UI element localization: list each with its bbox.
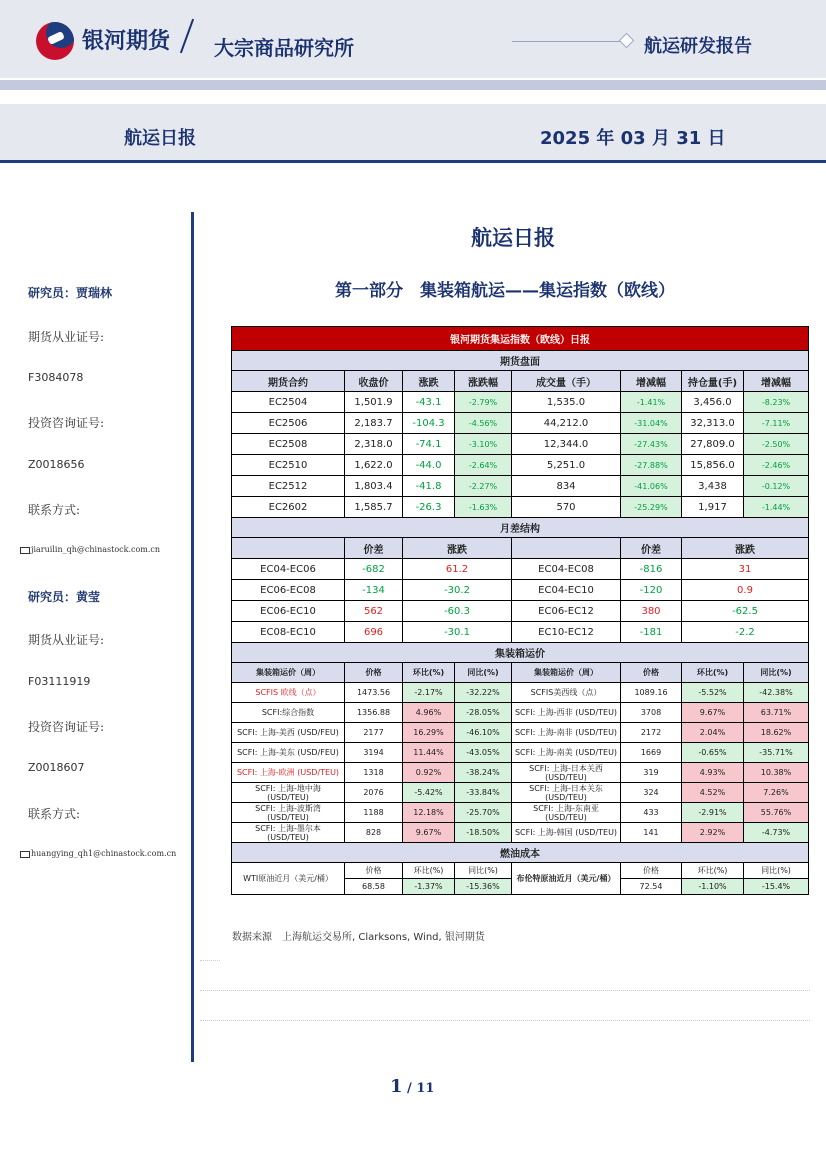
table-cell: 2.04% <box>682 723 744 743</box>
mail-icon <box>20 851 30 858</box>
spread-cell: EC04-EC10 <box>512 580 621 601</box>
column-header: 涨跌 <box>403 538 512 559</box>
table-cell: 319 <box>621 763 682 783</box>
table-cell: -2.64% <box>455 455 512 476</box>
column-header: 同比(%) <box>455 863 512 879</box>
index-name-cell: SCFI: 上海-美东 (USD/FEU) <box>232 743 345 763</box>
table-cell: -60.3 <box>403 601 512 622</box>
table-cell: 2.92% <box>682 823 744 843</box>
table-cell: 12,344.0 <box>512 434 621 455</box>
table-cell: 1,585.7 <box>345 497 403 518</box>
index-name-cell: SCFI: 上海-南美 (USD/TEU) <box>512 743 621 763</box>
column-header: 涨跌 <box>403 371 455 392</box>
r2-license-label: 期货从业证号: <box>28 633 105 647</box>
header-line <box>512 41 622 42</box>
index-name-cell: SCFI: 上海-墨尔本 (USD/TEU) <box>232 823 345 843</box>
table-cell: -1.37% <box>403 879 455 895</box>
column-header: 环比(%) <box>682 663 744 683</box>
table-cell: 0.92% <box>403 763 455 783</box>
column-header: 价格 <box>345 863 403 879</box>
table-cell: -4.73% <box>744 823 809 843</box>
table-cell: 570 <box>512 497 621 518</box>
table-cell: 4.52% <box>682 783 744 803</box>
index-name-cell: SCFI:综合指数 <box>232 703 345 723</box>
table-row <box>232 763 809 783</box>
column-header: 环比(%) <box>403 663 455 683</box>
divider-dots <box>200 1020 810 1021</box>
table-cell: -5.42% <box>403 783 455 803</box>
report-date: 2025 年 03 月 31 日 <box>540 128 726 149</box>
header-row <box>232 538 809 559</box>
sidebar-divider <box>191 212 194 1062</box>
table-cell: 696 <box>345 622 403 643</box>
table-cell: -1.44% <box>744 497 809 518</box>
header-divider <box>180 19 194 54</box>
table-row <box>232 497 809 518</box>
index-name-cell: SCFIS美西线（点） <box>512 683 621 703</box>
table-cell: 1,501.9 <box>345 392 403 413</box>
spread-cell: EC04-EC06 <box>232 559 345 580</box>
column-header: 增减幅 <box>744 371 809 392</box>
column-header: 增减幅 <box>621 371 682 392</box>
spread-cell: EC06-EC08 <box>232 580 345 601</box>
table-cell: -1.41% <box>621 392 682 413</box>
table-cell: 16.29% <box>403 723 455 743</box>
table-cell: 1,622.0 <box>345 455 403 476</box>
spread-cell: EC06-EC10 <box>232 601 345 622</box>
r1-contact-label: 联系方式: <box>28 503 81 517</box>
header-row <box>232 371 809 392</box>
table-cell: -7.11% <box>744 413 809 434</box>
table-cell: -27.43% <box>621 434 682 455</box>
fuel-label: 布伦特原油近月（美元/桶） <box>512 863 621 895</box>
table-cell: -2.2 <box>682 622 809 643</box>
spread-cell: EC04-EC08 <box>512 559 621 580</box>
header-row <box>232 863 809 879</box>
table-title: 银河期货集运指数（欧线）日报 <box>232 327 809 351</box>
contract-cell: EC2504 <box>232 392 345 413</box>
column-header: 收盘价 <box>345 371 403 392</box>
table-cell: -35.71% <box>744 743 809 763</box>
table-cell: 15,856.0 <box>682 455 744 476</box>
table-cell: -30.2 <box>403 580 512 601</box>
page-separator: / <box>402 1081 417 1096</box>
fuel-label: WTI原油近月（美元/桶） <box>232 863 345 895</box>
column-header: 持仓量(手) <box>682 371 744 392</box>
table-cell: 9.67% <box>682 703 744 723</box>
data-source: 数据来源 上海航运交易所, Clarksons, Wind, 银河期货 <box>232 932 485 943</box>
table-cell: 5,251.0 <box>512 455 621 476</box>
table-cell: -1.10% <box>682 879 744 895</box>
table-title-row <box>232 327 809 351</box>
brand-name: 银河期货 <box>82 29 171 54</box>
contract-cell: EC2510 <box>232 455 345 476</box>
table-cell: -43.1 <box>403 392 455 413</box>
column-header: 同比(%) <box>744 863 809 879</box>
index-name-cell: SCFI: 上海-日本关西 (USD/TEU) <box>512 763 621 783</box>
column-header: 价格 <box>345 663 403 683</box>
index-name-cell: SCFI: 上海-韩国 (USD/TEU) <box>512 823 621 843</box>
column-header: 价差 <box>621 538 682 559</box>
table-row <box>232 392 809 413</box>
table-cell: 68.58 <box>345 879 403 895</box>
table-row <box>232 455 809 476</box>
page-total: 11 <box>416 1081 435 1096</box>
table-cell: -120 <box>621 580 682 601</box>
table-row <box>232 580 809 601</box>
section-title: 月差结构 <box>232 518 809 538</box>
contract-cell: EC2508 <box>232 434 345 455</box>
table-cell: -18.50% <box>455 823 512 843</box>
table-cell: -0.65% <box>682 743 744 763</box>
column-header: 价格 <box>621 863 682 879</box>
table-row <box>232 823 809 843</box>
header-row <box>232 663 809 683</box>
column-header: 集装箱运价（周） <box>512 663 621 683</box>
table-cell: -682 <box>345 559 403 580</box>
table-row <box>232 622 809 643</box>
table-cell: 2,183.7 <box>345 413 403 434</box>
table-cell: 562 <box>345 601 403 622</box>
table-cell: 44,212.0 <box>512 413 621 434</box>
table-cell: -2.27% <box>455 476 512 497</box>
table-cell: 380 <box>621 601 682 622</box>
section-title: 集装箱运价 <box>232 643 809 663</box>
index-name-cell: SCFI: 上海-南非 (USD/TEU) <box>512 723 621 743</box>
diamond-icon <box>619 33 635 49</box>
table-cell: 11.44% <box>403 743 455 763</box>
table-cell: -74.1 <box>403 434 455 455</box>
spread-cell: EC10-EC12 <box>512 622 621 643</box>
table-cell: -31.04% <box>621 413 682 434</box>
institute-name: 大宗商品研究所 <box>214 36 354 60</box>
table-cell: 433 <box>621 803 682 823</box>
table-cell: 7.26% <box>744 783 809 803</box>
table-cell: -42.38% <box>744 683 809 703</box>
main-title: 航运日报 <box>471 226 555 250</box>
daily-title: 航运日报 <box>124 128 196 149</box>
table-row <box>232 703 809 723</box>
index-name-cell: SCFI: 上海-波斯湾 (USD/TEU) <box>232 803 345 823</box>
contract-cell: EC2512 <box>232 476 345 497</box>
freight-index-table <box>231 326 809 895</box>
section-subtitle: 第一部分 集装箱航运——集运指数（欧线） <box>335 281 675 301</box>
table-row <box>232 559 809 580</box>
table-cell: 1,917 <box>682 497 744 518</box>
table-row <box>232 413 809 434</box>
table-cell: 4.96% <box>403 703 455 723</box>
section-row <box>232 351 809 371</box>
table-cell: 63.71% <box>744 703 809 723</box>
table-cell: -4.56% <box>455 413 512 434</box>
table-cell: -38.24% <box>455 763 512 783</box>
report-type: 航运研发报告 <box>644 36 752 57</box>
table-cell: 3194 <box>345 743 403 763</box>
header-bar <box>0 0 826 78</box>
table-cell: 32,313.0 <box>682 413 744 434</box>
table-cell: 141 <box>621 823 682 843</box>
r2-email[interactable]: huangying_qh1@chinastock.com.cn <box>31 849 177 858</box>
table-cell: 27,809.0 <box>682 434 744 455</box>
table-cell: -43.05% <box>455 743 512 763</box>
r1-license-label: 期货从业证号: <box>28 330 105 344</box>
section-row <box>232 518 809 538</box>
table-cell: -62.5 <box>682 601 809 622</box>
column-header: 环比(%) <box>682 863 744 879</box>
table-cell: -2.46% <box>744 455 809 476</box>
table-cell: 1473.56 <box>345 683 403 703</box>
table-cell: -134 <box>345 580 403 601</box>
table-cell: -2.79% <box>455 392 512 413</box>
table-cell: 2076 <box>345 783 403 803</box>
table-cell: 2177 <box>345 723 403 743</box>
table-cell: -28.05% <box>455 703 512 723</box>
table-row <box>232 476 809 497</box>
table-cell: -41.8 <box>403 476 455 497</box>
divider-dots <box>200 990 810 991</box>
index-name-cell: SCFI: 上海-东南亚 (USD/TEU) <box>512 803 621 823</box>
table-cell: 1089.16 <box>621 683 682 703</box>
index-name-cell: SCFI: 上海-日本关东 (USD/TEU) <box>512 783 621 803</box>
page-number <box>390 1076 434 1097</box>
table-row <box>232 783 809 803</box>
table-cell: -27.88% <box>621 455 682 476</box>
r2-consult-label: 投资咨询证号: <box>28 720 105 734</box>
galaxy-logo-icon <box>36 22 74 60</box>
table-cell: -32.22% <box>455 683 512 703</box>
table-cell: -33.84% <box>455 783 512 803</box>
table-cell: -1.63% <box>455 497 512 518</box>
table-cell: 10.38% <box>744 763 809 783</box>
table-cell: -104.3 <box>403 413 455 434</box>
r2-contact-label: 联系方式: <box>28 807 81 821</box>
column-header: 同比(%) <box>455 663 512 683</box>
table-cell: -30.1 <box>403 622 512 643</box>
index-name-cell: SCFI: 上海-欧洲 (USD/TEU) <box>232 763 345 783</box>
table-cell: 3,438 <box>682 476 744 497</box>
column-header: 成交量（手） <box>512 371 621 392</box>
table-cell: 1318 <box>345 763 403 783</box>
table-cell: -816 <box>621 559 682 580</box>
table-row <box>232 434 809 455</box>
mail-icon <box>20 547 30 554</box>
table-cell: 834 <box>512 476 621 497</box>
column-header: 期货合约 <box>232 371 345 392</box>
r1-license: F3084078 <box>28 371 84 384</box>
table-cell: 1,803.4 <box>345 476 403 497</box>
title-underline <box>0 160 826 163</box>
table-row <box>232 803 809 823</box>
researcher-2: 研究员：黄莹 <box>28 590 101 604</box>
column-header: 同比(%) <box>744 663 809 683</box>
table-cell: -0.12% <box>744 476 809 497</box>
table-cell: -2.50% <box>744 434 809 455</box>
table-cell: -181 <box>621 622 682 643</box>
table-cell: -44.0 <box>403 455 455 476</box>
table-cell: 3708 <box>621 703 682 723</box>
column-header: 涨跌 <box>682 538 809 559</box>
table-cell: -41.06% <box>621 476 682 497</box>
table-cell: -26.3 <box>403 497 455 518</box>
section-title: 燃油成本 <box>232 843 809 863</box>
table-cell: -46.10% <box>455 723 512 743</box>
table-cell: -8.23% <box>744 392 809 413</box>
table-cell: 61.2 <box>403 559 512 580</box>
table-row <box>232 743 809 763</box>
table-cell: -2.91% <box>682 803 744 823</box>
header-band <box>0 80 826 90</box>
table-cell: 3,456.0 <box>682 392 744 413</box>
table-row <box>232 683 809 703</box>
table-cell: 31 <box>682 559 809 580</box>
table-cell: 2172 <box>621 723 682 743</box>
r1-email-row[interactable] <box>20 545 160 554</box>
table-row <box>232 601 809 622</box>
divider-dots <box>200 960 220 961</box>
r1-email[interactable]: jiaruilin_qh@chinastock.com.cn <box>31 545 161 554</box>
r2-email-row[interactable] <box>20 849 176 858</box>
table-cell: 72.54 <box>621 879 682 895</box>
table-cell: -15.4% <box>744 879 809 895</box>
index-name-cell: SCFI: 上海-地中海 (USD/TEU) <box>232 783 345 803</box>
table-cell: -25.70% <box>455 803 512 823</box>
index-name-cell: SCFIS 欧线（点） <box>232 683 345 703</box>
table-cell: 1,535.0 <box>512 392 621 413</box>
researcher-1: 研究员：贾瑞林 <box>28 286 113 300</box>
column-header: 环比(%) <box>403 863 455 879</box>
r2-consult: Z0018607 <box>28 761 85 774</box>
table-cell: 55.76% <box>744 803 809 823</box>
column-header: 涨跌幅 <box>455 371 512 392</box>
table-cell: 1188 <box>345 803 403 823</box>
table-cell: 12.18% <box>403 803 455 823</box>
contract-cell: EC2506 <box>232 413 345 434</box>
table-cell: -25.29% <box>621 497 682 518</box>
table-cell: -2.17% <box>403 683 455 703</box>
section-title: 期货盘面 <box>232 351 809 371</box>
table-cell: 2,318.0 <box>345 434 403 455</box>
table-cell: 1669 <box>621 743 682 763</box>
table-cell: 9.67% <box>403 823 455 843</box>
table-cell: 0.9 <box>682 580 809 601</box>
r2-license: F03111919 <box>28 675 91 688</box>
table-cell: -15.36% <box>455 879 512 895</box>
index-name-cell: SCFI: 上海-西非 (USD/TEU) <box>512 703 621 723</box>
table-cell: -5.52% <box>682 683 744 703</box>
spread-cell: EC06-EC12 <box>512 601 621 622</box>
table-cell: 18.62% <box>744 723 809 743</box>
r1-consult: Z0018656 <box>28 458 85 471</box>
table-cell: 4.93% <box>682 763 744 783</box>
table-cell: 1356.88 <box>345 703 403 723</box>
table-row <box>232 723 809 743</box>
table-cell: 828 <box>345 823 403 843</box>
spread-cell: EC08-EC10 <box>232 622 345 643</box>
section-row <box>232 843 809 863</box>
page-current: 1 <box>390 1076 403 1097</box>
section-row <box>232 643 809 663</box>
r1-consult-label: 投资咨询证号: <box>28 416 105 430</box>
column-header: 价差 <box>345 538 403 559</box>
contract-cell: EC2602 <box>232 497 345 518</box>
column-header <box>232 538 345 559</box>
index-name-cell: SCFI: 上海-美西 (USD/FEU) <box>232 723 345 743</box>
table-cell: 324 <box>621 783 682 803</box>
column-header: 价格 <box>621 663 682 683</box>
column-header <box>512 538 621 559</box>
column-header: 集装箱运价（周） <box>232 663 345 683</box>
table-cell: -3.10% <box>455 434 512 455</box>
